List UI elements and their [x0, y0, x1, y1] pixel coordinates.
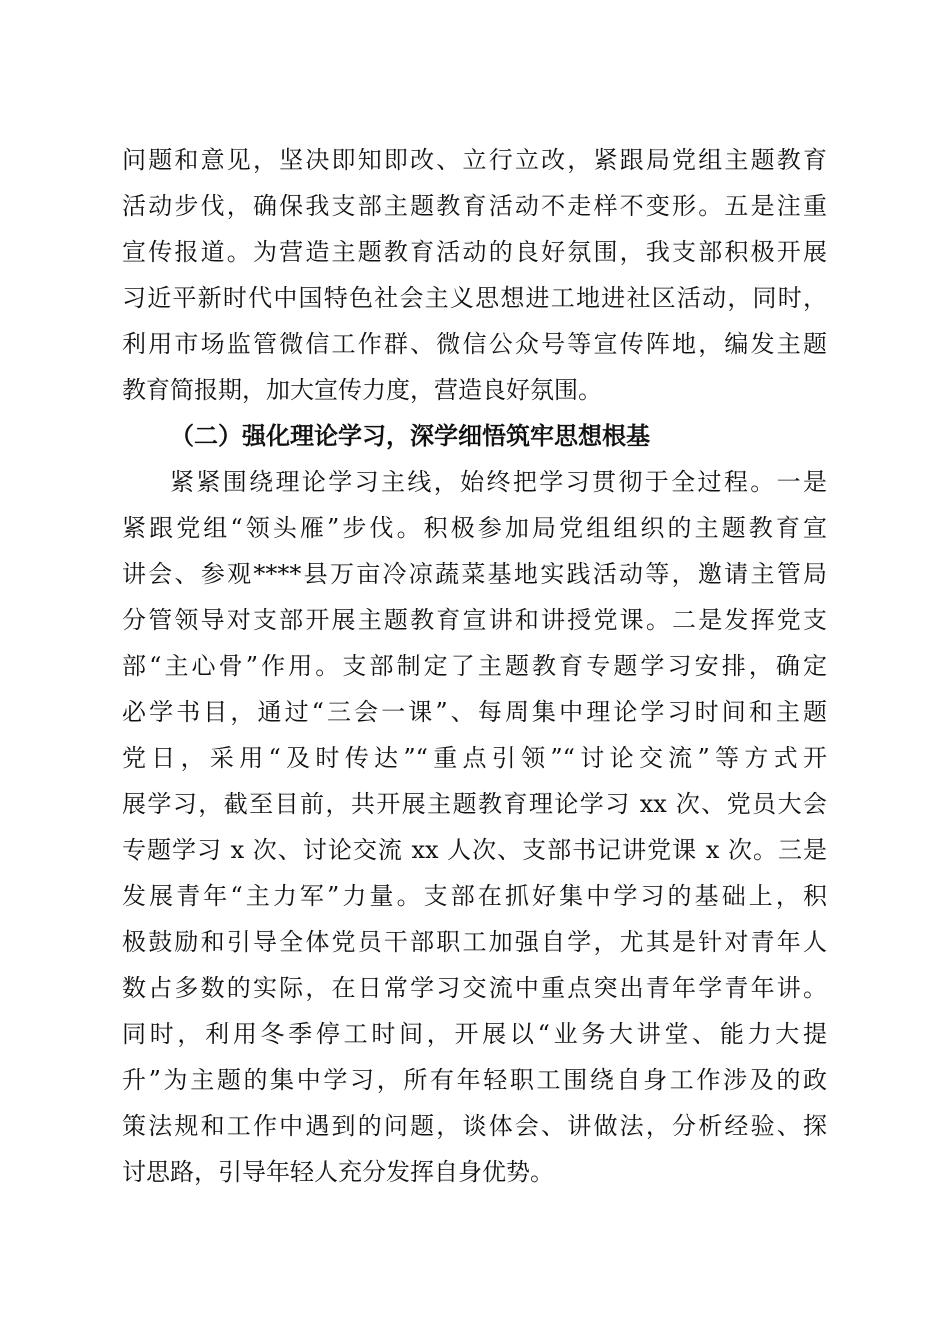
- section-heading: （二）强化理论学习，深学细悟筑牢思想根基: [170, 421, 650, 450]
- text-line: 宣传报道。为营造主题教育活动的良好氛围，我支部积极开展: [122, 238, 827, 266]
- text-line: 利用市场监管微信工作群、微信公众号等宣传阵地，编发主题: [122, 330, 827, 358]
- text-line: 党日，采用“及时传达”“重点引领”“讨论交流”等方式开: [122, 744, 827, 772]
- text-line: 讨思路，引导年轻人充分发挥自身优势。: [122, 1158, 554, 1186]
- text-line: 分管领导对支部开展主题教育宣讲和讲授党课。二是发挥党支: [122, 606, 827, 634]
- text-line: 同时，利用冬季停工时间，开展以“业务大讲堂、能力大提: [122, 1020, 827, 1048]
- text-line: 紧跟党组“领头雁”步伐。积极参加局党组组织的主题教育宣: [122, 514, 827, 542]
- text-line: 专题学习 x 次、讨论交流 xx 人次、支部书记讲党课 x 次。三是: [122, 836, 827, 864]
- text-line: 展学习，截至目前，共开展主题教育理论学习 xx 次、党员大会: [122, 790, 827, 818]
- text-line: 部“主心骨”作用。支部制定了主题教育专题学习安排，确定: [122, 652, 827, 680]
- text-line: 数占多数的实际，在日常学习交流中重点突出青年学青年讲。: [122, 974, 827, 1002]
- text-line: 习近平新时代中国特色社会主义思想进工地进社区活动，同时，: [122, 284, 827, 312]
- text-line: 活动步伐，确保我支部主题教育活动不走样不变形。五是注重: [122, 192, 827, 220]
- text-line: 升”为主题的集中学习，所有年轻职工围绕自身工作涉及的政: [122, 1066, 827, 1094]
- text-line: 极鼓励和引导全体党员干部职工加强自学，尤其是针对青年人: [122, 928, 827, 956]
- text-line: 必学书目，通过“三会一课”、每周集中理论学习时间和主题: [122, 698, 827, 726]
- text-line: 紧紧围绕理论学习主线，始终把学习贯彻于全过程。一是: [170, 468, 827, 496]
- text-line: 发展青年“主力军”力量。支部在抓好集中学习的基础上，积: [122, 882, 827, 910]
- text-line: 策法规和工作中遇到的问题，谈体会、讲做法，分析经验、探: [122, 1112, 827, 1140]
- text-line: 问题和意见，坚决即知即改、立行立改，紧跟局党组主题教育: [122, 146, 827, 174]
- text-line: 讲会、参观****县万亩冷凉蔬菜基地实践活动等，邀请主管局: [122, 560, 827, 588]
- text-line: 教育简报期，加大宣传力度，营造良好氛围。: [122, 376, 602, 404]
